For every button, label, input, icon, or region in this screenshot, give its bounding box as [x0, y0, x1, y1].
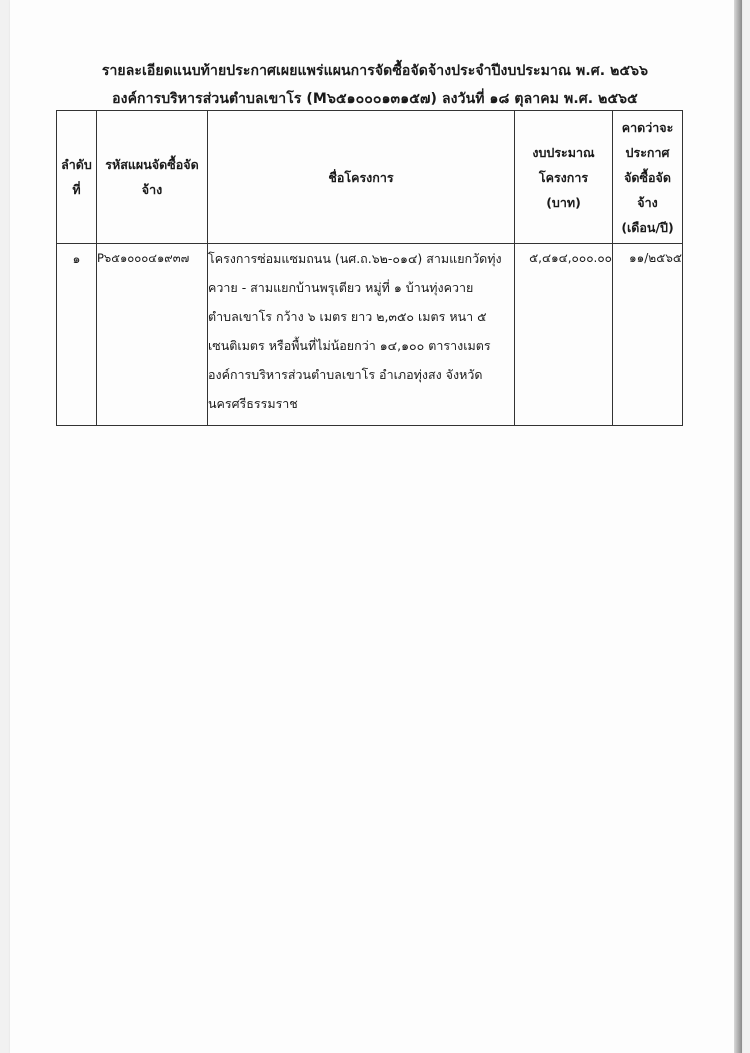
project-name-line: ตำบลเขาโร กว้าง ๖ เมตร ยาว ๒,๓๕๐ เมตร หนา ๕: [208, 309, 487, 324]
table-header-row: [57, 111, 683, 244]
cell-no: ๑: [57, 244, 97, 426]
header-no: [57, 111, 97, 244]
cell-budget: ๕,๔๑๔,๐๐๐.๐๐: [515, 244, 613, 426]
header-name-line: ชื่อโครงการ: [328, 169, 394, 185]
header-code-line: รหัสแผนจัดซื้อจัด: [105, 157, 199, 172]
header-month-line: ประกาศ: [625, 144, 670, 160]
header-month-line: จ้าง: [637, 194, 658, 210]
header-no-line: ที่: [72, 182, 81, 197]
project-name-line: ควาย - สามแยกบ้านพรุเตียว หมู่ที่ ๑ บ้านทุ่งควาย: [208, 280, 474, 295]
project-name-line: เซนติเมตร หรือพื้นที่ไม่น้อยกว่า ๑๔,๑๐๐ ตารางเมตร: [208, 338, 491, 353]
header-plan-code: [97, 111, 208, 244]
header-month-line: (เดือน/ปี): [621, 219, 674, 235]
cell-expected-month: ๑๑/๒๕๖๕: [613, 244, 683, 426]
document-title-line-2: องค์การบริหารส่วนตำบลเขาโร (M๖๕๑๐๐๐๑๓๑๕๗) ลงวันที่ ๑๘ ตุลาคม พ.ศ. ๒๕๖๕: [112, 91, 638, 107]
header-budget: [515, 111, 613, 244]
header-budget-line: (บาท): [546, 194, 581, 210]
procurement-plan-table: [56, 110, 683, 426]
header-month-line: จัดซื้อจัด: [624, 169, 671, 185]
header-no-line: ลำดับ: [61, 157, 92, 172]
header-code-line: จ้าง: [141, 182, 163, 197]
header-budget-line: โครงการ: [538, 169, 589, 185]
document-title-line-1: รายละเอียดแนบท้ายประกาศเผยแพร่แผนการจัดซื้อจัดจ้างประจำปีงบประมาณ พ.ศ. ๒๕๖๖: [101, 63, 649, 79]
project-name-line: นครศรีธรรมราช: [208, 396, 298, 411]
cell-plan-code: P๖๕๑๐๐๐๔๑๙๓๗: [97, 244, 208, 426]
page-edge-shadow: [734, 0, 742, 1053]
project-name-line: องค์การบริหารส่วนตำบลเขาโร อำเภอทุ่งสง จังหวัด: [208, 367, 483, 382]
header-budget-line: งบประมาณ: [532, 144, 595, 160]
header-month-line: คาดว่าจะ: [621, 119, 674, 135]
header-project-name: [208, 111, 515, 244]
project-name-line: โครงการซ่อมแซมถนน (นศ.ถ.๖๒-๐๑๔) สามแยกวัดทุ่ง: [208, 251, 502, 266]
header-expected-month: [613, 111, 683, 244]
cell-project-name: [208, 244, 515, 426]
table-row: [57, 244, 683, 426]
